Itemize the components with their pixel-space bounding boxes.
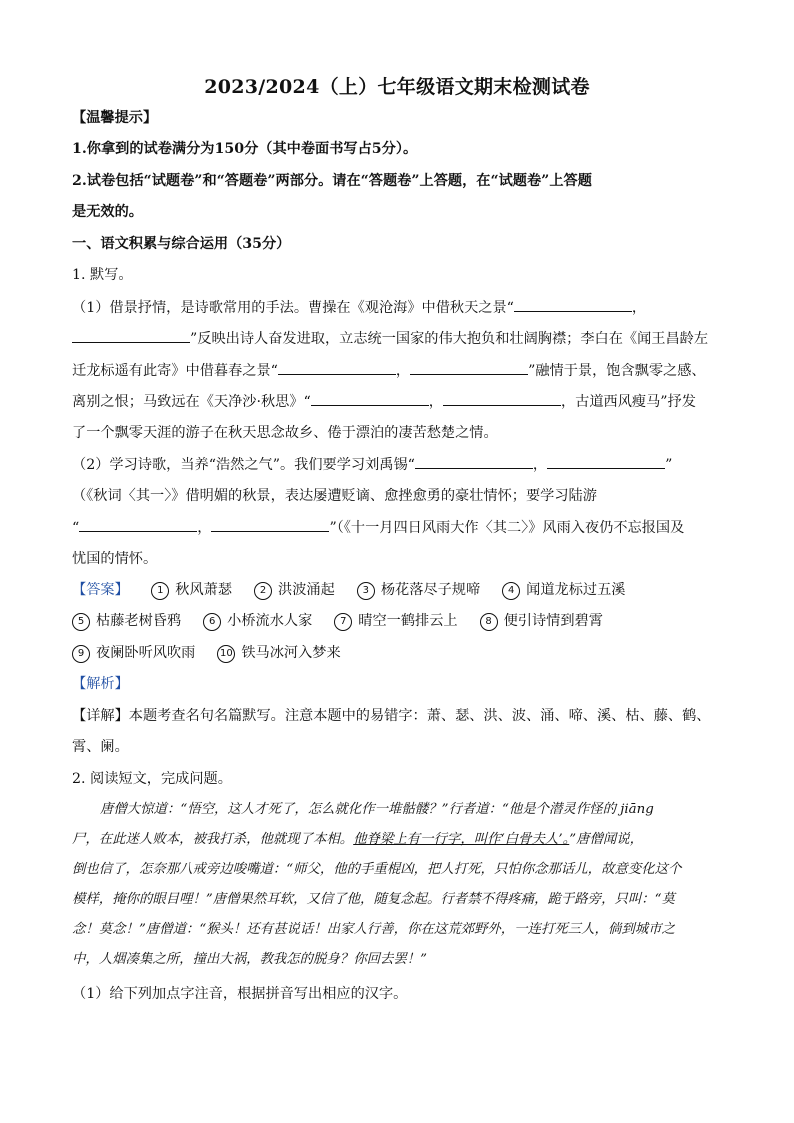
answer-item — [357, 580, 480, 600]
blank-10[interactable] — [211, 517, 329, 532]
q1-text: ”融情于景，饱含飘零之感、 — [528, 363, 706, 379]
answer-line-1 — [72, 580, 722, 600]
q1-text: ， — [631, 300, 647, 316]
q1-text: ” — [665, 457, 673, 473]
tip-2-line-2: 是无效的。 — [72, 204, 143, 220]
answer-line-3 — [72, 643, 722, 663]
answer-item — [502, 580, 625, 600]
analysis-detail-line1 — [72, 706, 722, 726]
blank-6[interactable] — [443, 391, 561, 406]
circled-number: 3 — [357, 582, 375, 600]
passage-text: 尸，在此迷人败本，被我打杀，他就现了本相。 — [72, 832, 354, 847]
answer-text: 杨花落尽子规啼 — [380, 582, 481, 598]
passage-line-1: 唐僧大惊道：“悟空，这人才死了，怎么就化作一堆骷髅？”行者道：“他是个潜灵作怪的 jiāng — [100, 802, 654, 817]
q1-part2-line3 — [72, 517, 722, 538]
answer-item — [334, 611, 457, 631]
q1-part1-line1 — [72, 297, 722, 318]
analysis-label: 【解析】 — [72, 676, 129, 692]
circled-number: 6 — [203, 613, 221, 631]
q1-part1-line5: 了一个飘零天涯的游子在秋天思念故乡、倦于漂泊的凄苦愁楚之情。 — [72, 425, 498, 441]
passage-line-5: 念！莫念！”唐僧道：“猴头！还有甚说话！出家人行善，你在这荒郊野外，一连打死三人，倘到城市之 — [72, 922, 675, 937]
blank-1[interactable] — [514, 297, 632, 312]
q1-part1-line3 — [72, 360, 722, 381]
detail-label: 【详解】 — [72, 708, 129, 724]
answer-text: 洪波涌起 — [278, 582, 335, 598]
underlined-sentence: 他脊梁上有一行字，叫作‘白骨夫人’。 — [353, 832, 570, 847]
blank-2[interactable] — [72, 328, 190, 343]
q1-part2-line4: 忧国的情怀。 — [72, 551, 158, 567]
q1-text: ， — [428, 394, 443, 410]
q1-part1-line4 — [72, 391, 722, 412]
detail-text: 本题考查名句名篇默写。注意本题中的易错字：萧、瑟、洪、波、涌、啼、溪、枯、藤、鹤、 — [128, 708, 711, 724]
passage-text: ”唐僧闻说， — [569, 832, 644, 847]
q1-part2-line2: （《秋词〈其一〉》借明媚的秋景，表达屡遭贬谪、愈挫愈勇的豪壮情怀；要学习陆游 — [72, 488, 597, 504]
q1-text: 离别之恨；马致远在《天净沙·秋思》“ — [72, 394, 311, 410]
answer-item — [203, 611, 312, 631]
answer-item — [151, 580, 232, 600]
blank-9[interactable] — [79, 517, 197, 532]
q1-text: “ — [72, 520, 80, 536]
tips-header: 【温馨提示】 — [72, 110, 158, 126]
page-title: 2023/2024（上）七年级语文期末检测试卷 — [204, 76, 590, 98]
q1-text: （2）学习诗歌，当养“浩然之气”。我们要学习刘禹锡“ — [72, 457, 415, 473]
answer-item — [480, 611, 603, 631]
circled-number: 7 — [334, 613, 352, 631]
question-2-title: 2. 阅读短文，完成问题。 — [72, 771, 232, 787]
q1-part2-line1 — [72, 454, 722, 475]
answer-text: 夜阑卧听风吹雨 — [96, 645, 196, 661]
q1-text: ， — [395, 363, 411, 379]
circled-number: 4 — [502, 582, 520, 600]
circled-number: 1 — [151, 582, 169, 600]
q1-text: ， — [197, 520, 212, 536]
circled-number: 10 — [217, 645, 235, 663]
blank-8[interactable] — [547, 454, 665, 469]
passage-line-4: 模样，掩你的眼目哩！”唐僧果然耳软，又信了他，随复念起。行者禁不得疼痛，跪于路旁，只叫：“莫 — [72, 892, 675, 907]
q1-text: （1）借景抒情，是诗歌常用的手法。曹操在《观沧海》中借秋天之景“ — [72, 300, 514, 316]
answer-text: 小桥流水人家 — [227, 613, 313, 629]
q1-part1-line2 — [72, 328, 722, 349]
question-2-sub1: （1）给下列加点字注音，根据拼音写出相应的汉字。 — [72, 986, 408, 1002]
analysis-detail-line2: 霄、阑。 — [72, 739, 129, 755]
blank-5[interactable] — [311, 391, 429, 406]
answer-text: 秋风萧瑟 — [175, 582, 233, 598]
section-heading-1: 一、语文积累与综合运用（35分） — [72, 236, 291, 252]
answer-item — [217, 643, 340, 663]
question-1-title: 1. 默写。 — [72, 267, 133, 283]
passage-line-3: 倒也信了，怎奈那八戒旁边唆嘴道：“师父，他的手重棍凶，把人打死，只怕你念那话儿，故意变化这个 — [72, 862, 682, 877]
q1-text: 迁龙标遥有此寄》中借暮春之景“ — [72, 363, 278, 379]
q1-text: ”反映出诗人奋发进取，立志统一国家的伟大抱负和壮阔胸襟；李白在《闻王昌龄左 — [190, 331, 709, 347]
tip-1: 1.你拿到的试卷满分为150分（其中卷面书写占5分）。 — [72, 141, 418, 157]
blank-4[interactable] — [410, 360, 528, 375]
answer-text: 枯藤老树昏鸦 — [96, 613, 182, 629]
circled-number: 8 — [480, 613, 498, 631]
blank-7[interactable] — [415, 454, 533, 469]
answer-item — [72, 611, 181, 631]
passage-line-2 — [72, 830, 722, 850]
answer-line-2 — [72, 611, 722, 631]
answer-text: 便引诗情到碧霄 — [503, 613, 603, 629]
answer-text: 晴空一鹤排云上 — [358, 613, 458, 629]
answer-item — [72, 643, 195, 663]
q1-text: ，古道西风瘦马”抒发 — [560, 394, 696, 410]
answer-text: 铁马冰河入梦来 — [241, 645, 341, 661]
circled-number: 5 — [72, 613, 90, 631]
tip-2-line-1: 2.试卷包括“试题卷”和“答题卷”两部分。请在“答题卷”上答题，在“试题卷”上答题 — [72, 173, 592, 189]
circled-number: 2 — [254, 582, 272, 600]
passage-line-6: 中，人烟凑集之所，撞出大祸，教我怎的脱身？你回去罢！” — [72, 952, 427, 967]
answer-label: 【答案】 — [72, 582, 129, 598]
answer-text: 闻道龙标过五溪 — [526, 582, 626, 598]
blank-3[interactable] — [278, 360, 396, 375]
circled-number: 9 — [72, 645, 90, 663]
q1-text: ， — [532, 457, 548, 473]
answer-item — [254, 580, 335, 600]
q1-text: ”（《十一月四日风雨大作〈其二〉》风雨入夜仍不忘报国及 — [329, 520, 685, 536]
